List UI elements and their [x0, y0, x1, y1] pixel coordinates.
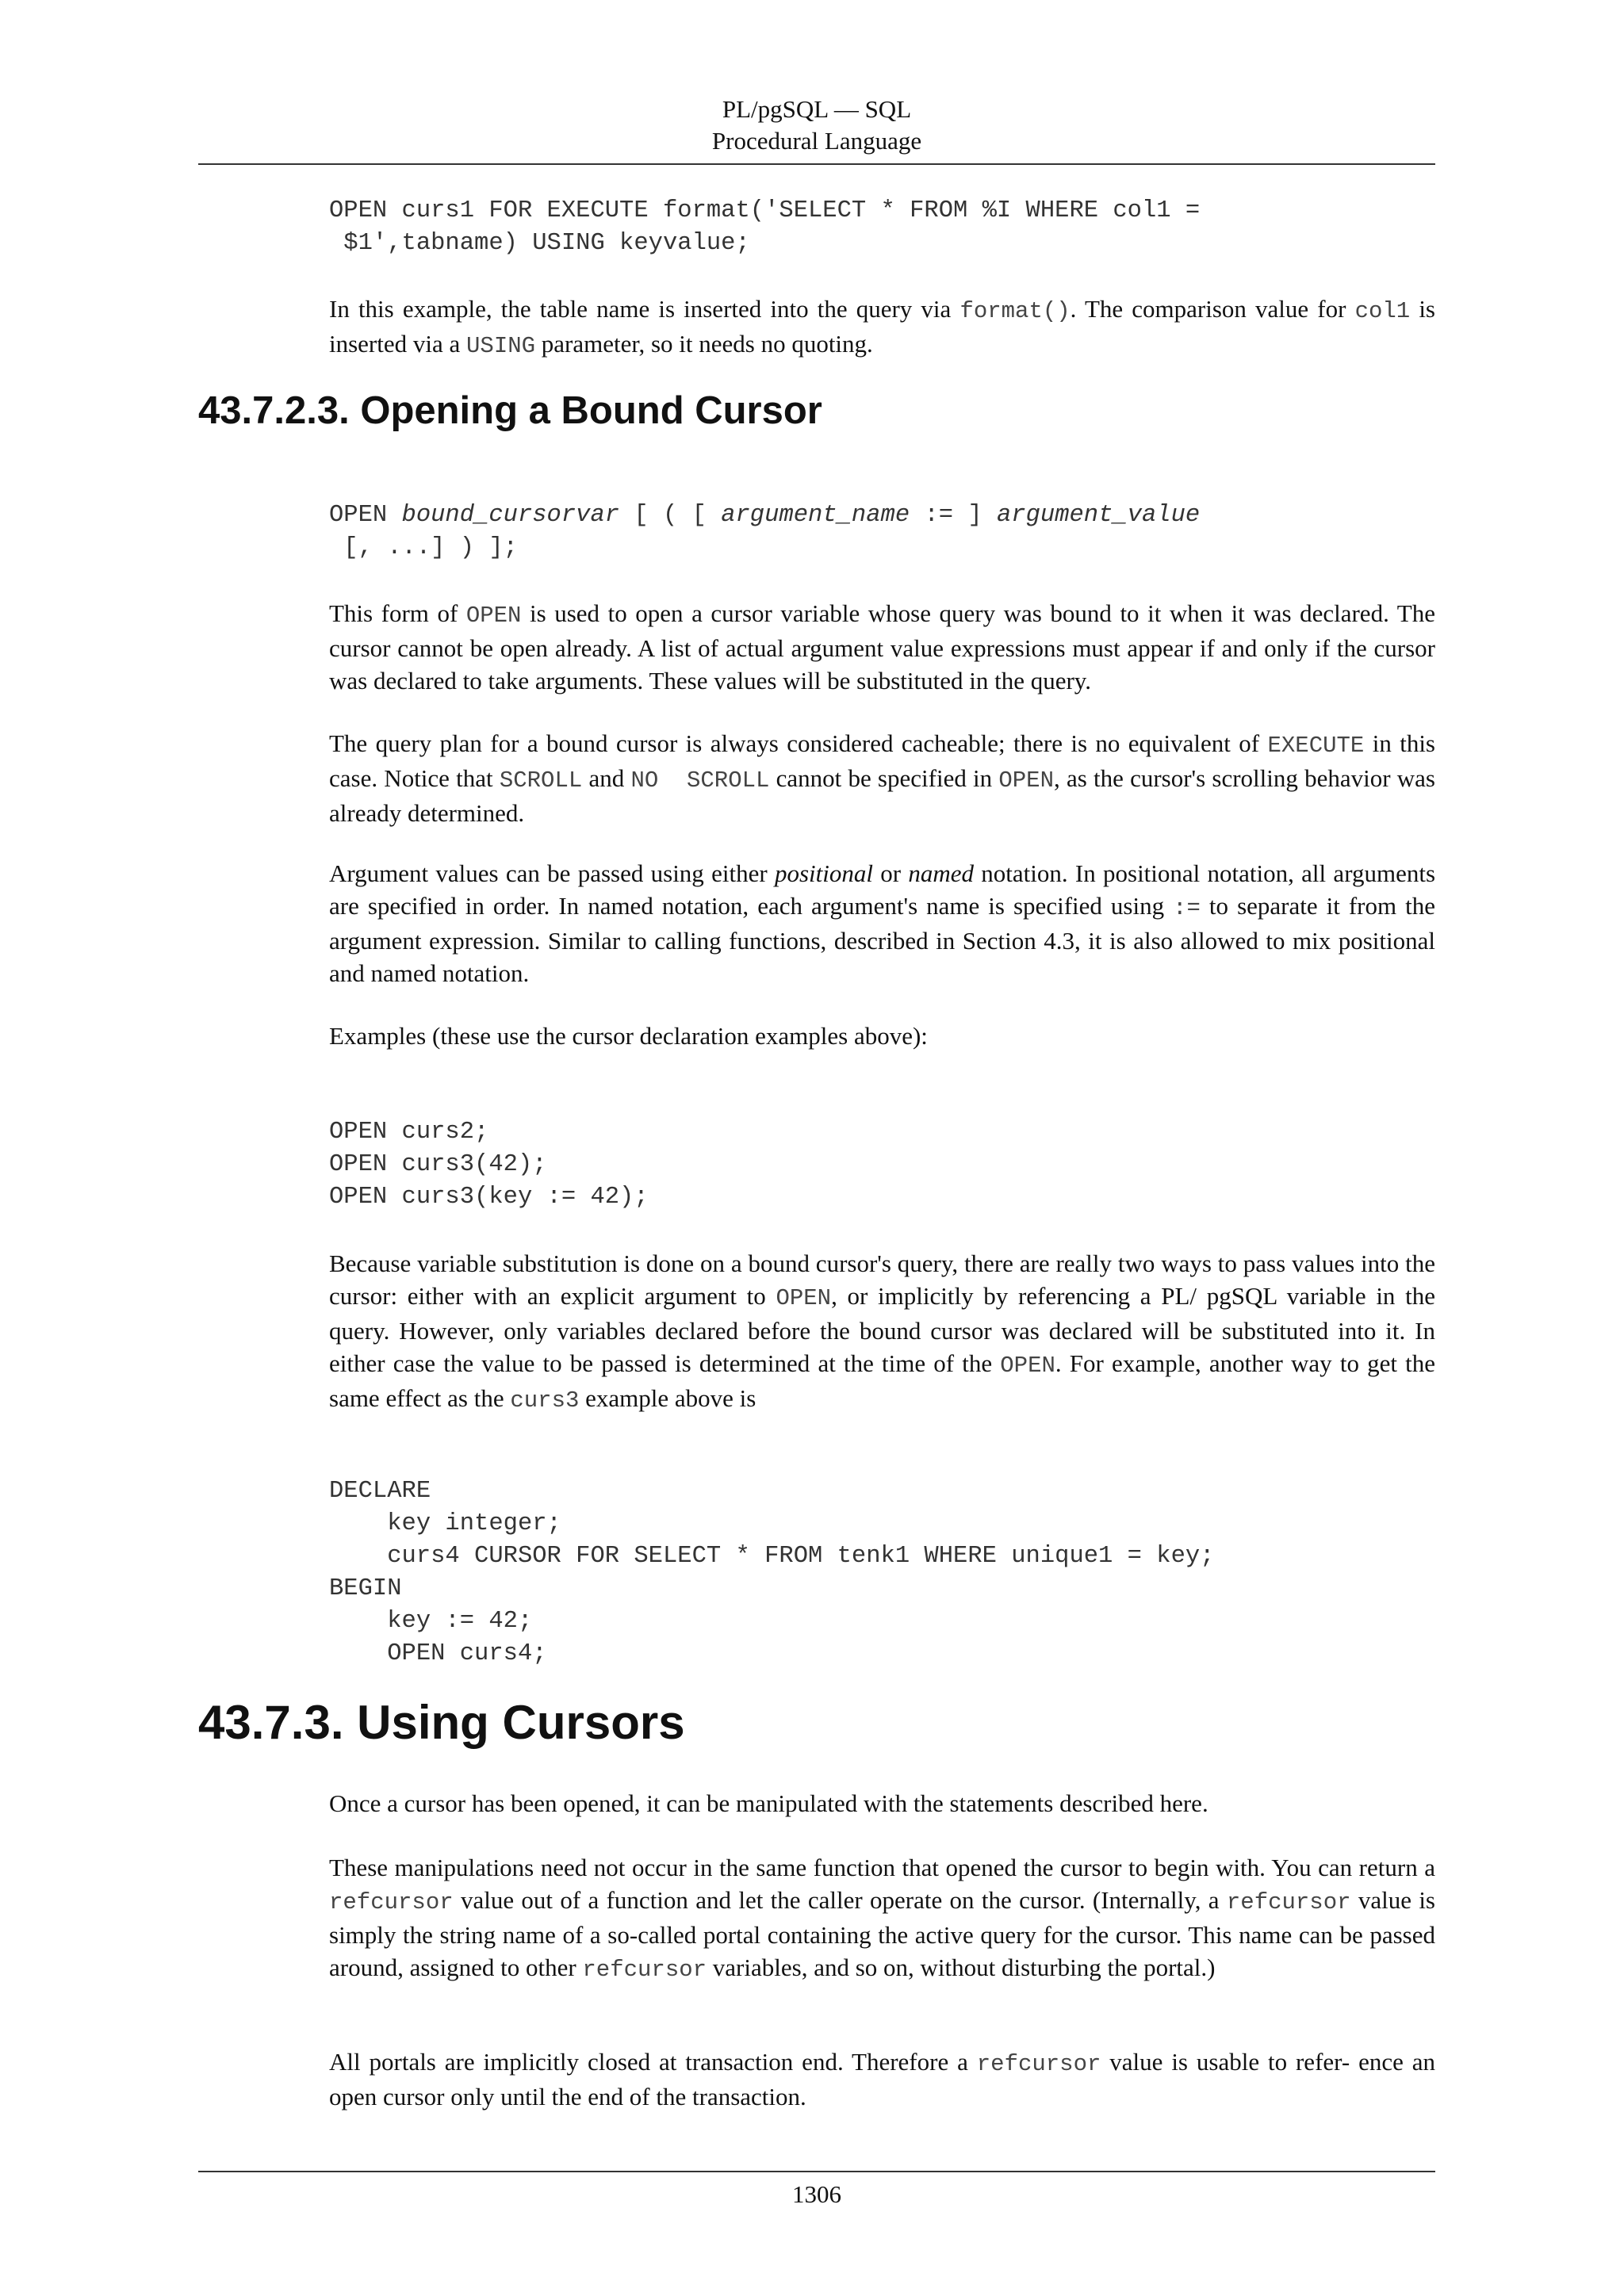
inline-code: NO SCROLL: [630, 767, 770, 794]
header-line-1: PL/pgSQL — SQL: [722, 95, 912, 123]
inline-code: EXECUTE: [1267, 733, 1365, 759]
footer-rule: [198, 2171, 1435, 2172]
inline-code: OPEN: [998, 767, 1054, 794]
inline-code: refcursor: [329, 1889, 454, 1915]
inline-code: OPEN: [1000, 1353, 1055, 1379]
header-line-2: Procedural Language: [711, 127, 922, 155]
section-heading-using-cursors: 43.7.3. Using Cursors: [198, 1696, 685, 1749]
inline-code: SCROLL: [499, 767, 583, 794]
paragraph-format-example: In this example, the table name is inserted into the query via format(). The comparison value for col1 is inserted via a USING parameter, so it needs no quoting.: [329, 295, 1436, 359]
code-line: OPEN curs1 FOR EXECUTE format('SELECT * FROM %I WHERE col1 =: [329, 197, 1201, 224]
inline-code: format(): [959, 298, 1071, 324]
inline-code: OPEN: [465, 603, 522, 629]
code-block-syntax: OPEN bound_cursorvar [ ( [ argument_name := ] argument_value [, ...] ) ];: [329, 502, 1201, 561]
inline-code: curs3: [510, 1387, 580, 1414]
section-heading-opening-bound-cursor: 43.7.2.3. Opening a Bound Cursor: [198, 389, 822, 432]
placeholder-term: argument_name: [721, 502, 910, 529]
page-number: 1306: [792, 2180, 841, 2208]
inline-code: :=: [1173, 895, 1201, 921]
inline-code: refcursor: [976, 2051, 1101, 2077]
inline-code: USING: [466, 333, 536, 359]
placeholder-term: argument_value: [996, 502, 1201, 529]
code-block-declare-curs4: DECLARE key integer; curs4 CURSOR FOR SELECT * FROM tenk1 WHERE unique1 = key; BEGIN key := 42; OPEN curs4;: [329, 1478, 1215, 1667]
paragraph-portals-closed: All portals are implicitly closed at transaction end. Therefore a refcursor value is usable to refer- ence an open cursor only until the end of the transaction.: [329, 2048, 1435, 2110]
paragraph-query-plan: The query plan for a bound cursor is always considered cacheable; there is no equivalent of EXECUTE in this case. Notice that SCROLL and NO SCROLL cannot be specified in OPEN, as the cursor's scrolling behavior was already determined.: [329, 729, 1435, 827]
paragraph-variable-substitution: Because variable substitution is done on a bound cursor's query, there are really two ways to pass values into the cursor: either with an explicit argument to OPEN, or implicitly by referencing a PL/ pgSQL variable in the query. However, only variables declared before the bound cursor was declared will be substituted into it. In either case the value to be passed is determined at the time of the OPEN. For example, another way to get the same effect as the curs3 example above is: [329, 1249, 1435, 1414]
placeholder-term: bound_cursorvar: [401, 502, 620, 529]
running-header: [198, 94, 1435, 157]
code-block-open-examples: OPEN curs2; OPEN curs3(42); OPEN curs3(key := 42);: [329, 1119, 649, 1211]
inline-code: refcursor: [582, 1957, 707, 1983]
paragraph-cursor-opened: Once a cursor has been opened, it can be manipulated with the statements described here.: [329, 1789, 1208, 1817]
inline-code: refcursor: [1226, 1889, 1351, 1915]
code-line: $1',tabname) USING keyvalue;: [329, 230, 750, 257]
inline-code: OPEN: [776, 1285, 832, 1311]
paragraph-examples-intro: Examples (these use the cursor declaration examples above):: [329, 1022, 928, 1050]
paragraph-open-form: This form of OPEN is used to open a cursor variable whose query was bound to it when it was declared. The cursor cannot be open already. A list of actual argument value expressions must appear if and only if the cursor was declared to take arguments. These values will be substituted in the query.: [329, 599, 1435, 695]
header-rule: [198, 163, 1435, 165]
inline-code: col1: [1354, 298, 1411, 324]
paragraph-manipulations: These manipulations need not occur in the same function that opened the cursor to begin with. You can return a refcursor value out of a function and let the caller operate on the cursor. (Internally, a refcursor value is simply the string name of a so-called portal containing the active query for the cursor. This name can be passed around, assigned to other refcursor variables, and so on, without disturbing the portal.): [329, 1854, 1435, 1983]
paragraph-argument-notation: Argument values can be passed using either positional or named notation. In positional notation, all arguments are specified in order. In named notation, each argument's name is specified using := to separate it from the argument expression. Similar to calling functions, described in Section 4.3, it is also allowed to mix positional and named notation.: [329, 859, 1436, 987]
code-block-open-execute: [329, 195, 1200, 260]
emphasis-term: positional: [774, 859, 873, 887]
emphasis-term: named: [908, 859, 974, 887]
